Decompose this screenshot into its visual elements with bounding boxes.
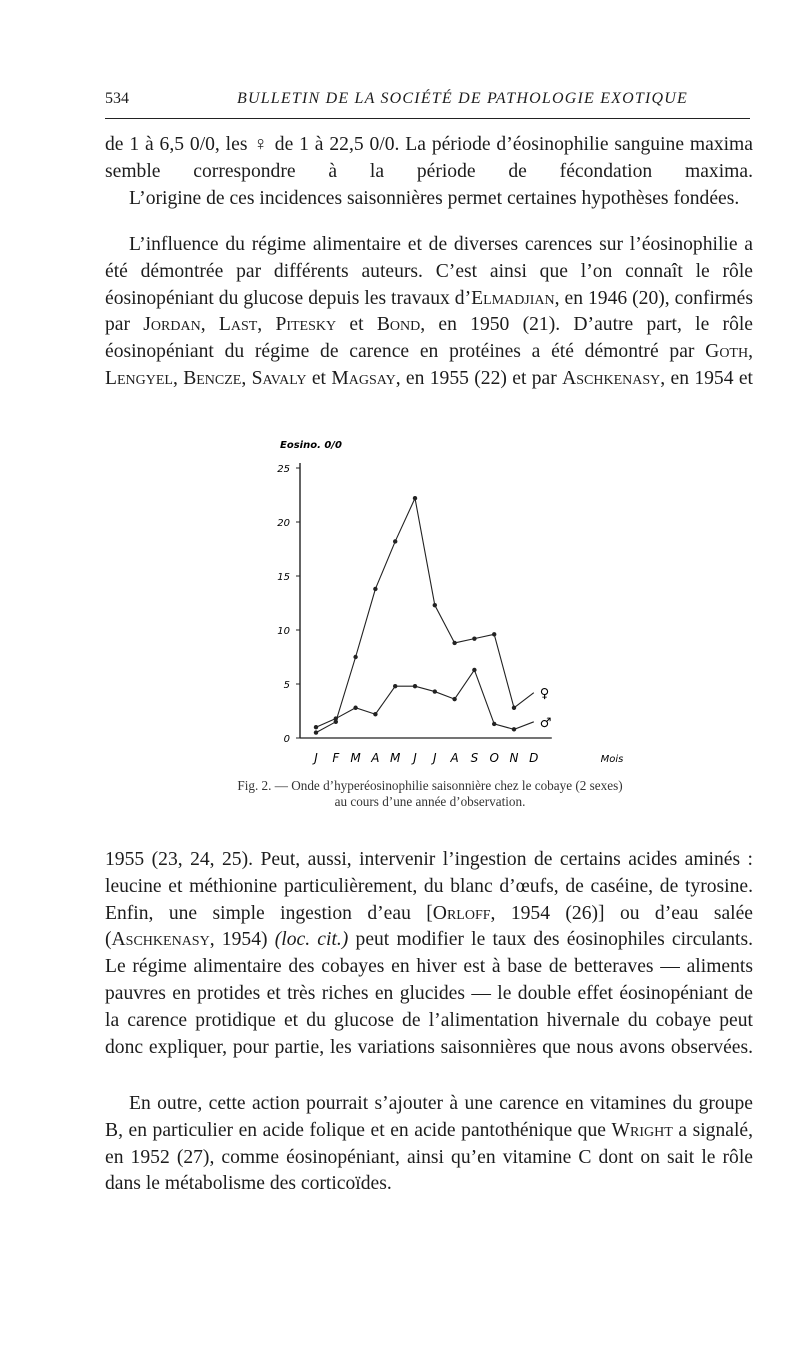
series-label-female: ♀ (539, 686, 550, 702)
data-point (433, 603, 437, 607)
line-chart (240, 430, 640, 770)
text-run: , en 1954 et (660, 367, 753, 389)
running-header (105, 88, 750, 119)
paragraph-5 (105, 1091, 753, 1198)
text-run: peut modifier le taux des éosinophiles circulants. Le régime alimentaire des cobayes en hiver est à base de betteraves — aliments pauvres en protides et très riches en glucides — le double effet éosinopéniant de la carence protidique et du glucose de l’alimentation hivernale du cobaye peut donc expliquer, pour partie, les variations saisonnières que nous avons observées. (105, 929, 753, 1058)
data-point (353, 706, 357, 710)
y-tick-label: 25 (277, 464, 290, 475)
data-point (373, 587, 377, 591)
x-tick-label: N (509, 751, 519, 765)
author-name: Elmadjian (471, 287, 555, 309)
y-tick-label: 10 (277, 626, 290, 637)
data-point (512, 727, 516, 731)
paragraph-1: de 1 à 6,5 0/0, les ♀ de 1 à 22,5 0/0. La période d’éosinophilie sanguine maxima semble correspondre à la période de fécondation maxima. (105, 134, 753, 182)
series-label-male: ♂ (539, 715, 552, 731)
author-name: Bond (376, 314, 421, 336)
data-point (393, 539, 397, 543)
paragraph-3 (105, 232, 753, 393)
author-name: Aschkenasy (111, 929, 210, 951)
data-point (452, 641, 456, 645)
text-run: , en 1946 (20), confirmés par (105, 287, 753, 336)
y-tick-label: 0 (283, 734, 290, 745)
text-run: 1955 (23, 24, 25). Peut, aussi, intervenir l’ingestion de certains acides aminés : leucine et méthionine particulièrement, du blanc d’œufs, de caséine, de tyrosine. Enfin, une simple ingestion d’eau [ (105, 849, 753, 924)
text-run: et (306, 367, 332, 389)
data-point (492, 632, 496, 636)
text-run: En outre, cette action pourrait s’ajouter à une carence en vitamines du groupe B, en particulier en acide folique et en acide pantothénique que (105, 1093, 753, 1141)
x-tick-label: F (332, 751, 340, 765)
data-point (353, 655, 357, 659)
text-run: L’influence du régime alimentaire et de diverses carences sur l’éosinophilie a été démontrée par différents auteurs. C’est ainsi que l’on connaît le rôle éosinopéniant du glucose depuis les travaux d’ (105, 234, 753, 309)
x-tick-label: M (350, 751, 361, 765)
x-tick-label: M (390, 751, 401, 765)
y-tick-label: 15 (277, 572, 290, 583)
author-name: Wright (611, 1119, 673, 1141)
data-point (334, 716, 338, 720)
data-point (472, 668, 476, 672)
x-tick-label: J (314, 751, 318, 765)
citation-note: (loc. cit.) (274, 929, 349, 951)
text-run: , 1954) (209, 929, 275, 951)
paragraph-4 (105, 847, 753, 1061)
data-point (492, 722, 496, 726)
text-run: , en 1950 (21). D’autre part, le rôle éosinopéniant du régime de carence en protéines a été démontré par (105, 314, 754, 363)
figure-caption-line-1: Fig. 2. — Onde d’hyperéosinophilie saisonnière chez le cobaye (2 sexes) (237, 778, 623, 793)
data-point (452, 697, 456, 701)
data-point (314, 725, 318, 729)
figure-caption-line-2: au cours d’une année d’observation. (334, 794, 526, 809)
data-point (472, 636, 476, 640)
text-run: , en 1955 (22) et par (395, 367, 563, 389)
page-number: 534 (105, 90, 129, 107)
series-line-female (316, 498, 534, 732)
x-tick-label: A (371, 751, 380, 765)
running-title: BULLETIN DE LA SOCIÉTÉ DE PATHOLOGIE EXOTIQUE (236, 90, 689, 107)
data-point (433, 689, 437, 693)
x-axis-label: Mois (600, 754, 624, 765)
text-run: a signalé, en 1952 (27), comme éosinopéniant, ainsi qu’en vitamine C dont on sait le rôle dans le métabolisme des corticoïdes. (105, 1119, 753, 1195)
author-name: Goth, Lengyel, Bencze, Savaly (105, 341, 753, 389)
figure-eosinophil-chart (240, 430, 640, 770)
author-name: Aschkenasy (562, 367, 661, 389)
author-name: Jordan, Last, Pitesky (143, 314, 337, 336)
data-point (393, 684, 397, 688)
author-name: Orloff (432, 902, 491, 924)
y-tick-label: 20 (277, 518, 290, 529)
text-run: et (336, 314, 377, 336)
x-tick-label: A (450, 751, 459, 765)
x-tick-label: O (489, 751, 499, 765)
x-tick-label: J (433, 751, 437, 765)
y-tick-label: 5 (283, 680, 290, 691)
data-point (512, 706, 516, 710)
x-tick-label: J (413, 751, 417, 765)
data-point (413, 496, 417, 500)
data-point (413, 684, 417, 688)
text-run: , 1954 (26)] ou d’eau salée ( (105, 902, 753, 951)
author-name: Magsay (331, 367, 396, 389)
x-tick-label: D (529, 751, 539, 765)
data-point (373, 712, 377, 716)
data-point (314, 730, 318, 734)
y-axis-label: Eosino. 0/0 (280, 440, 342, 451)
x-tick-label: S (470, 751, 479, 765)
paragraph-2: L’origine de ces incidences saisonnières permet certaines hypothèses fondées. (129, 188, 740, 209)
